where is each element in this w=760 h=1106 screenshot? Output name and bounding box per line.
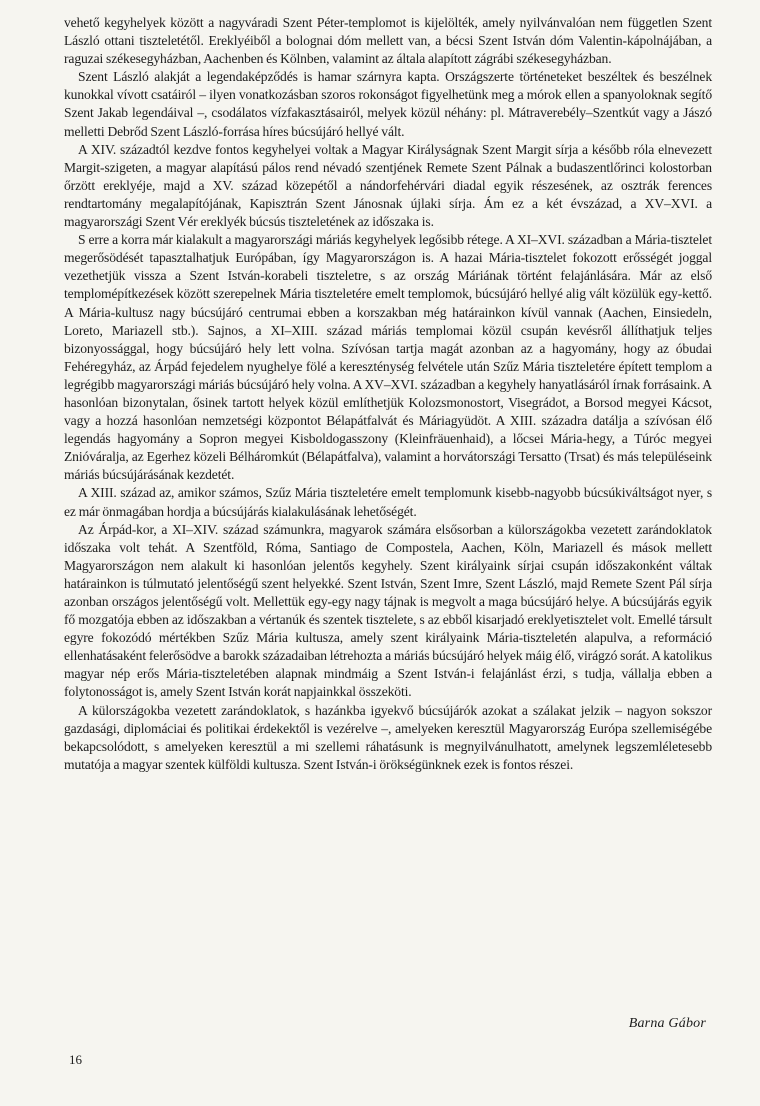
paragraph-1: vehető kegyhelyek között a nagyváradi Szent Péter-templomot is kijelölték, amely nyilvánvalóan nem független Szent László ottani tiszteletétől. Ereklyéiből a bolognai dóm mellett van, a bécsi Szent István dóm Valentin-kápolnájában, a raguzai székesegyházban, Aachenben és Kölnben, valamint az általa alapított zágrábi székesegyházban. (64, 15, 712, 67)
paragraph-2: Szent László alakját a legendaképződés is hamar szárnyra kapta. Országszerte történeteket beszéltek és beszélnek kunokkal vívott csatáiról – ilyen vonatkozásban szoros rokonságot figyelhetünk meg a mórok ellen a spanyoloknak segítő Szent Jakab legendáival –, csodálatos vízfakasztásairól, melyek közül néhány: pl. Mátraverebély–Szentkút vagy a Jászó melletti Debrőd Szent László-forrása híres búcsújáró hellyé vált. (64, 69, 712, 139)
author-signature: Barna Gábor (628, 1016, 706, 1031)
paragraph-3: A XIV. századtól kezdve fontos kegyhelyei voltak a Magyar Királyságnak Szent Margit sírja a később róla elnevezett Margit-szigeten, a magyar alapítású pálos rend névadó szentjének Remete Szent Pálnak a budaszentlőrinci kolostorban őrzött ereklyéje, majd a XV. század közepétől a nándorfehérvári diadal egyik részesének, az osztrák ferences rendtartomány megalapítójának, Kapisztrán Szent Jánosnak újlaki sírja. Ám ez a két évszázad, a XV–XVI. a magyarországi Szent Vér ereklyék búcsús tiszteletének az időszaka is. (64, 141, 712, 230)
article-body (64, 14, 712, 774)
paragraph-6: Az Árpád-kor, a XI–XIV. század számunkra, magyarok számára elsősorban a külországokba vezetett zarándoklatok időszaka volt tehát. A Szentföld, Róma, Santiago de Compostela, Aachen, Köln, Mariazell és mások mellett Magyarországon nem alakult ki hasonlóan jelentős kegyhely. Szent királyaink sírjai csupán időszakonként váltak határainkon is túlmutató jelentőségű szent helyekké. Szent István, Szent Imre, Szent László, majd Remete Szent Pál sírja azonban országos jelentőségű volt. Mellettük egy-egy nagy tájnak is megvolt a maga búcsújáró helye. A búcsújárás egyik fő mozgatója ebben az időszakban a vértanúk és szentek tisztelete, s az ebből kisarjadó ereklyetisztelet volt. Emellé társult egyre fokozódó mértékben Szűz Mária kultusza, amely szent királyaink Mária-tiszteletén alapulva, a reformáció ellenhatásaként felerősödve a barokk századaiban létrehozta a máriás búcsújáró helyek máig élő, virágzó sorát. A katolikus magyar nép erős Mária-tiszteletében alapnak mindmáig a Szent István-i felajánlást érzi, s tudja, vállalja ebben a folytonosságot is, amely Szent István korát napjainkkal összeköti. (64, 521, 712, 700)
paragraph-4: S erre a korra már kialakult a magyarországi máriás kegyhelyek legősibb rétege. A XI–XVI. században a Mária-tisztelet megerősödését tapasztalhatjuk Európában, így Magyarországon is. A hazai Mária-tisztelet fokozott erősségét joggal vezethetjük vissza a Szent István-korabeli tiszteletre, s az ország Máriának történt felajánlására. Már az első templomépítkezések között szerepelnek Mária tiszteletére emelt templomok, búcsújáró hellyé alig vált közülük egy-kettő. A Mária-kultusz nagy búcsújáró centrumai ebben a korszakban még határainkon kívül vannak (Aachen, Einsiedeln, Loreto, Mariazell stb.). Sajnos, a XI–XIII. század máriás templomai közül csupán kevésről állíthatjuk teljes bizonyossággal, hogy búcsújáró hely lett volna. Szívósan tartja magát azonban az a hagyomány, hogy az óbudai Fehéregyház, az Árpád fejedelem nyughelye fölé a kereszténység felvétele után Szűz Mária tiszteletére épített templom a legrégibb magyarországi máriás búcsújáró hely volna. A XV–XVI. században a kegyhely hanyatlásáról írnak forrásaink. A hasonlóan bizonytalan, ősinek tartott helyek közül említhetjük Kolozsmonostort, Visegrádot, a Borsod megyei Kácsot, vagy a hozzá hasonlóan nemzetségi központot Bélapátfalvát és Máriagyüdöt. A XIII. századra datálja a szívósan élő legendás hagyomány a Sopron megyei Kisboldogasszony (Kleinfräuenhaid), a lőcsei Mária-hegy, a Túróc megyei Znióváralja, az Egerhez közeli Bélháromkút (Bélapátfalva), valamint a horvátországi Tersatto (Trsat) és más településeink máriás búcsújárásának kezdetét. (64, 232, 712, 483)
page-number: 16 (69, 1052, 82, 1067)
paragraph-5: A XIII. század az, amikor számos, Szűz Mária tiszteletére emelt templomunk kisebb-nagyobb búcsúkiváltságot nyer, s ez már önmagában hordja a búcsújárás kialakulásának lehetőségét. (64, 485, 712, 519)
paragraph-7: A külországokba vezetett zarándoklatok, s hazánkba igyekvő búcsújárók azokat a szálakat jelzik – nagyon sokszor gazdasági, diplomáciai és politikai érdekektől is vezérelve –, amelyeken keresztül Magyarország Európa szellemiségébe bekapcsolódott, s amelyeken keresztül a mi szellemi ráhatásunk is megnyilvánulhatott, amelynek legszemléletesebb mutatója a magyar szentek külföldi kultusza. Szent István-i örökségünknek ezek is fontos részei. (64, 702, 712, 772)
